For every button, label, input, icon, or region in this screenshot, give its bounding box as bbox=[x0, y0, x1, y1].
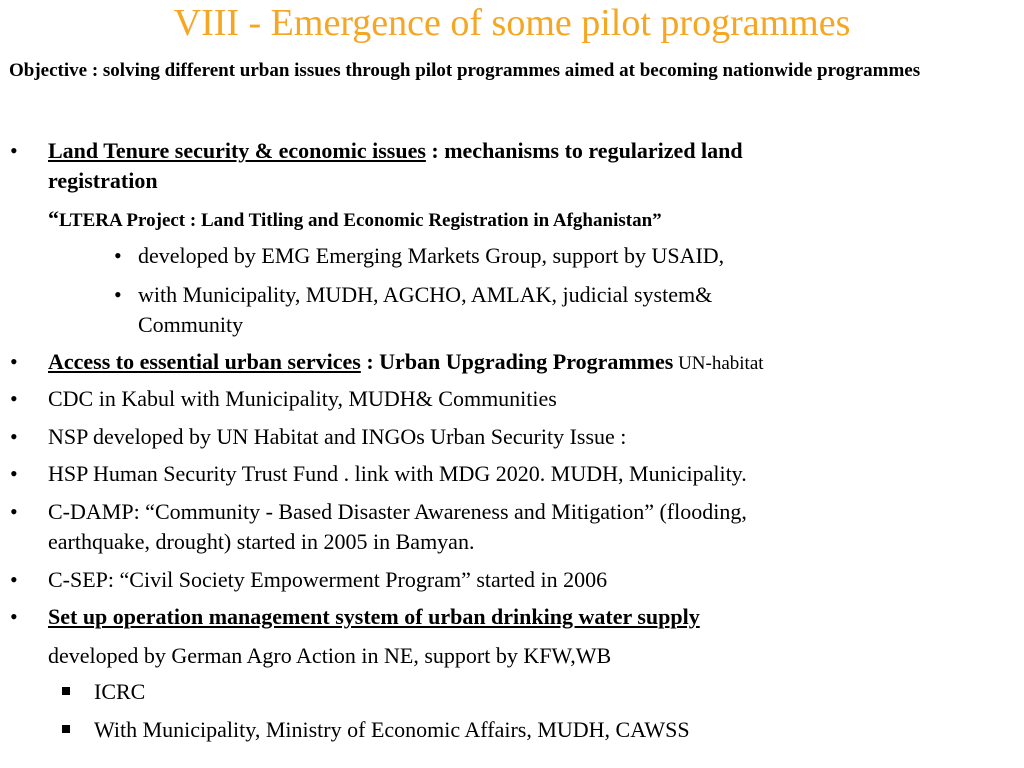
list-item-nsp: NSP developed by UN Habitat and INGOs Urban Security Issue : bbox=[48, 424, 627, 449]
ltera-line bbox=[48, 204, 662, 236]
access-services-tail: UN-habitat bbox=[673, 353, 764, 374]
land-tenure-continuation: registration bbox=[48, 168, 158, 193]
bullet-glyph: • bbox=[10, 499, 18, 524]
land-tenure-line bbox=[48, 136, 743, 166]
bullet-glyph: • bbox=[10, 386, 18, 411]
access-services-line bbox=[48, 347, 764, 379]
list-item-hsp: HSP Human Security Trust Fund . link with MDG 2020. MUDH, Municipality. bbox=[48, 461, 747, 486]
land-tenure-heading: Land Tenure security & economic issues bbox=[48, 138, 426, 163]
list-item-with-municipality: With Municipality, Ministry of Economic Affairs, MUDH, CAWSS bbox=[94, 717, 690, 742]
sub-bullet-glyph: • bbox=[114, 282, 122, 307]
list-item-cdamp: C-DAMP: “Community - Based Disaster Awareness and Mitigation” (flooding, bbox=[48, 499, 747, 524]
access-services-description: : Urban Upgrading Programmes bbox=[360, 349, 674, 374]
bullet-glyph: • bbox=[10, 424, 18, 449]
water-supply-heading: Set up operation management system of urban drinking water supply bbox=[48, 604, 700, 629]
square-bullet-icon bbox=[62, 687, 70, 695]
slide-title: VIII - Emergence of some pilot programmes bbox=[173, 2, 851, 44]
list-item-csep: C-SEP: “Civil Society Empowerment Program” started in 2006 bbox=[48, 567, 608, 592]
list-item-cdamp-continuation: earthquake, drought) started in 2005 in Bamyan. bbox=[48, 529, 475, 554]
ltera-sub-item: with Municipality, MUDH, AGCHO, AMLAK, judicial system& bbox=[138, 282, 713, 307]
access-services-heading: Access to essential urban services bbox=[48, 349, 361, 374]
list-item-cdc: CDC in Kabul with Municipality, MUDH& Communities bbox=[48, 386, 557, 411]
ltera-project-text: LTERA Project : Land Titling and Economic Registration in Afghanistan” bbox=[59, 210, 662, 231]
ltera-sub-item: developed by EMG Emerging Markets Group, support by USAID, bbox=[138, 243, 725, 268]
objective-text: Objective : solving different urban issues through pilot programmes aimed at becoming nationwide programmes bbox=[9, 60, 921, 81]
land-tenure-description: : mechanisms to regularized land bbox=[425, 138, 743, 163]
sub-bullet-glyph: • bbox=[114, 243, 122, 268]
water-supply-developer: developed by German Agro Action in NE, support by KFW,WB bbox=[48, 643, 612, 668]
bullet-glyph: • bbox=[10, 138, 18, 163]
bullet-glyph: • bbox=[10, 349, 18, 374]
square-bullet-icon bbox=[62, 725, 70, 733]
ltera-open-quote: “ bbox=[48, 206, 59, 231]
list-item-icrc: ICRC bbox=[94, 679, 146, 704]
bullet-glyph: • bbox=[10, 567, 18, 592]
bullet-glyph: • bbox=[10, 461, 18, 486]
ltera-sub-item-continuation: Community bbox=[138, 312, 244, 337]
bullet-glyph: • bbox=[10, 604, 18, 629]
